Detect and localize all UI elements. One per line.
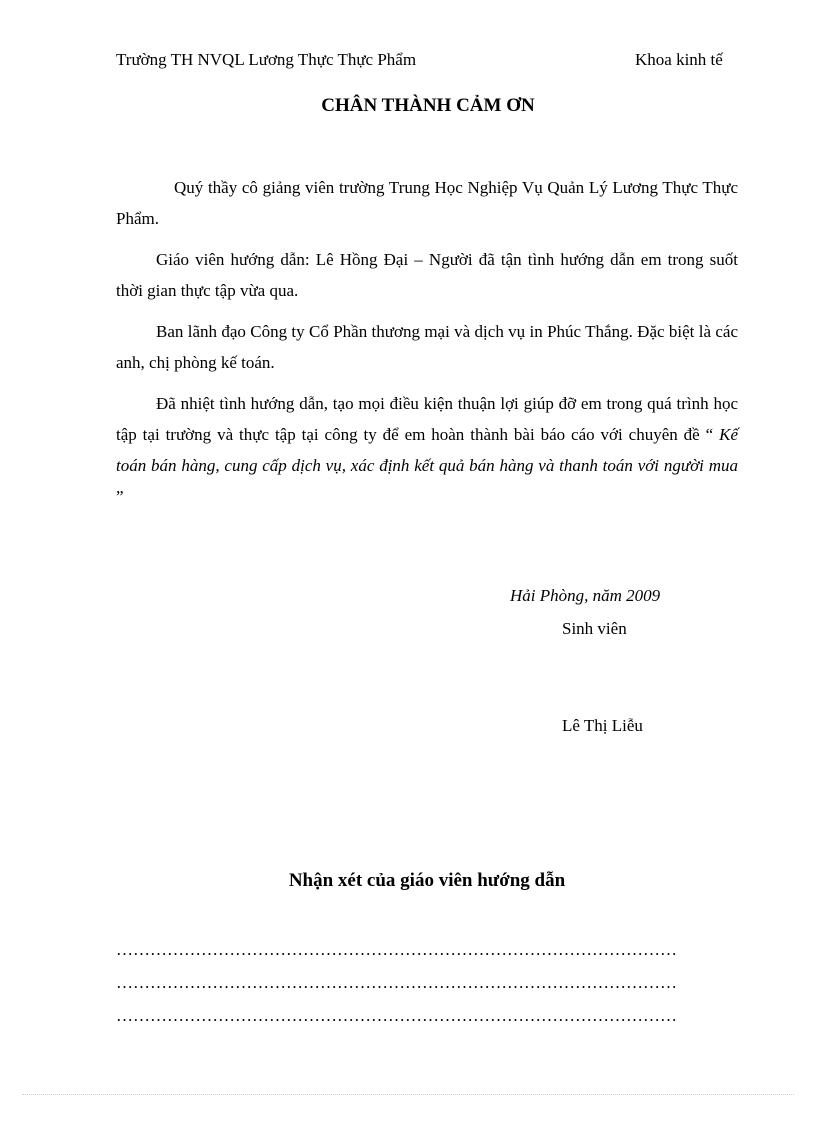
signature-name: Lê Thị Liễu: [562, 716, 643, 735]
paragraph-supervisor: Giáo viên hướng dẫn: Lê Hồng Đại – Người đã tận tình hướng dẫn em trong suốt thời gian thực tập vừa qua.: [116, 250, 738, 300]
paragraph-thanks: [116, 388, 738, 512]
paragraph-thanks-text: Đã nhiệt tình hướng dẫn, tạo mọi điều kiện thuận lợi giúp đỡ em trong quá trình học tập tại trường và thực tập tại công ty để em hoàn thành bài báo cáo với chuyên đề “: [116, 394, 738, 444]
review-line: ………………………………………………………………………………………: [116, 940, 677, 959]
acknowledgement-body: [116, 172, 738, 522]
page-title: CHÂN THÀNH CẢM ƠN: [321, 95, 535, 116]
footer-divider: [22, 1094, 794, 1095]
review-title: Nhận xét của giáo viên hướng dẫn: [288, 870, 566, 891]
header-school: Trường TH NVQL Lương Thực Thực Phẩm: [116, 50, 417, 69]
paragraph-company: Ban lãnh đạo Công ty Cổ Phần thương mại và dịch vụ in Phúc Thắng. Đặc biệt là các anh, chị phòng kế toán.: [116, 322, 738, 372]
signature-role: Sinh viên: [562, 619, 627, 638]
report-topic: Kế toán bán hàng, cung cấp dịch vụ, xác định kết quả bán hàng và thanh toán với người mua: [116, 425, 738, 475]
review-line: ………………………………………………………………………………………: [116, 973, 677, 992]
header-department: Khoa kinh tế: [635, 50, 723, 69]
paragraph-teachers: Quý thầy cô giảng viên trường Trung Học Nghiệp Vụ Quản Lý Lương Thực Thực Phẩm.: [116, 178, 738, 228]
topic-close-quote: ”: [116, 487, 124, 506]
review-line: ………………………………………………………………………………………: [116, 1006, 677, 1025]
signature-place-date: Hải Phòng, năm 2009: [510, 586, 661, 605]
